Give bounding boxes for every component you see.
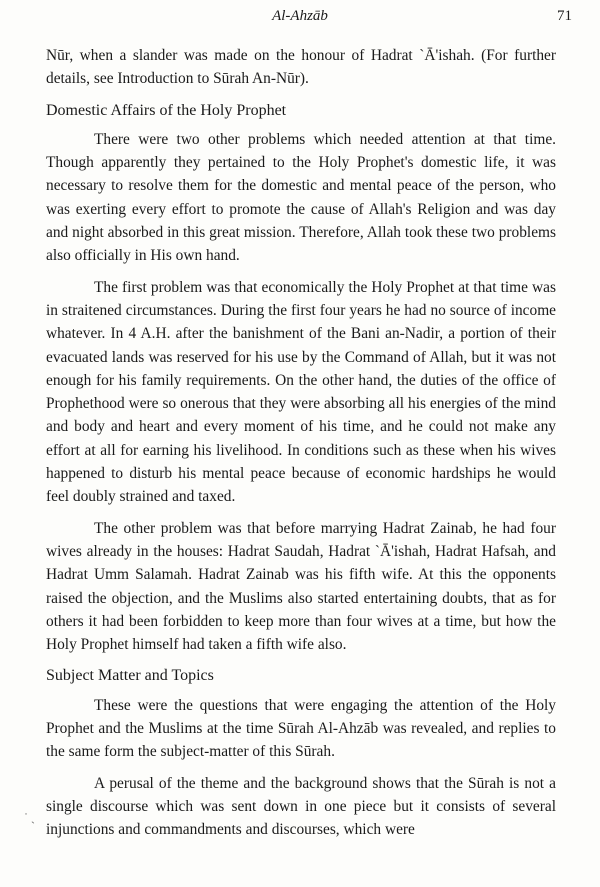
page-body (46, 44, 556, 842)
margin-mark: ˙ ˏ (24, 810, 35, 824)
section-heading-subject-matter: Subject Matter and Topics (46, 667, 214, 685)
paragraph-questions: These were the questions that were engaging the attention of the Holy Prophet and the Muslims at the time Sūrah Al-Ahzāb was revealed, and replies to the same form the subject-matter of this Sūrah. (46, 696, 556, 761)
continuation-paragraph: Nūr, when a slander was made on the honour of Hadrat `Ā'ishah. (For further details, see Introduction to Sūrah An-Nūr). (46, 47, 556, 88)
section-heading-domestic-affairs: Domestic Affairs of the Holy Prophet (46, 101, 287, 119)
paragraph-other-problem: The other problem was that before marrying Hadrat Zainab, he had four wives already in the houses: Hadrat Saudah, Hadrat `Ā'ishah, Hadrat Hafsah, and Hadrat Umm Salamah. Hadrat Zainab was his fifth wife. At this the opponents raised the objection, and the Muslims also started entertaining doubts, that as for others it had been forbidden to keep more than four wives at a time, but how the Holy Prophet himself had taken a fifth wife also. (46, 519, 556, 654)
paragraph-first-problem: The first problem was that economically the Holy Prophet at that time was in straitened circumstances. During the first four years he had no source of income whatever. In 4 A.H. after the banishment of the Bani an-Nadir, a portion of their evacuated lands was reserved for his use by the Command of Allah, but it was not enough for his family requirements. On the other hand, the duties of the office of Prophethood were so onerous that they were absorbing all his energies of the mind and body and heart and every moment of his time, and he could not make any effort at all for earning his livelihood. In conditions such as these when his wives happened to disturb his mental peace because of economic hardships he would feel doubly strained and taxed. (46, 278, 556, 506)
running-title: Al-Ahzāb (272, 8, 328, 24)
page-number: 71 (557, 8, 572, 24)
paragraph-perusal: A perusal of the theme and the background shows that the Sūrah is not a single discourse which was sent down in one piece but it consists of several injunctions and commandments and discourses, which were (46, 774, 556, 839)
paragraph-two-problems: There were two other problems which needed attention at that time. Though apparently they pertained to the Holy Prophet's domestic life, it was necessary to resolve them for the domestic and mental peace of the person, who was exerting every effort to promote the cause of Allah's Religion and was day and night absorbed in this great mission. Therefore, Allah took these two problems also officially in His own hand. (46, 130, 556, 265)
